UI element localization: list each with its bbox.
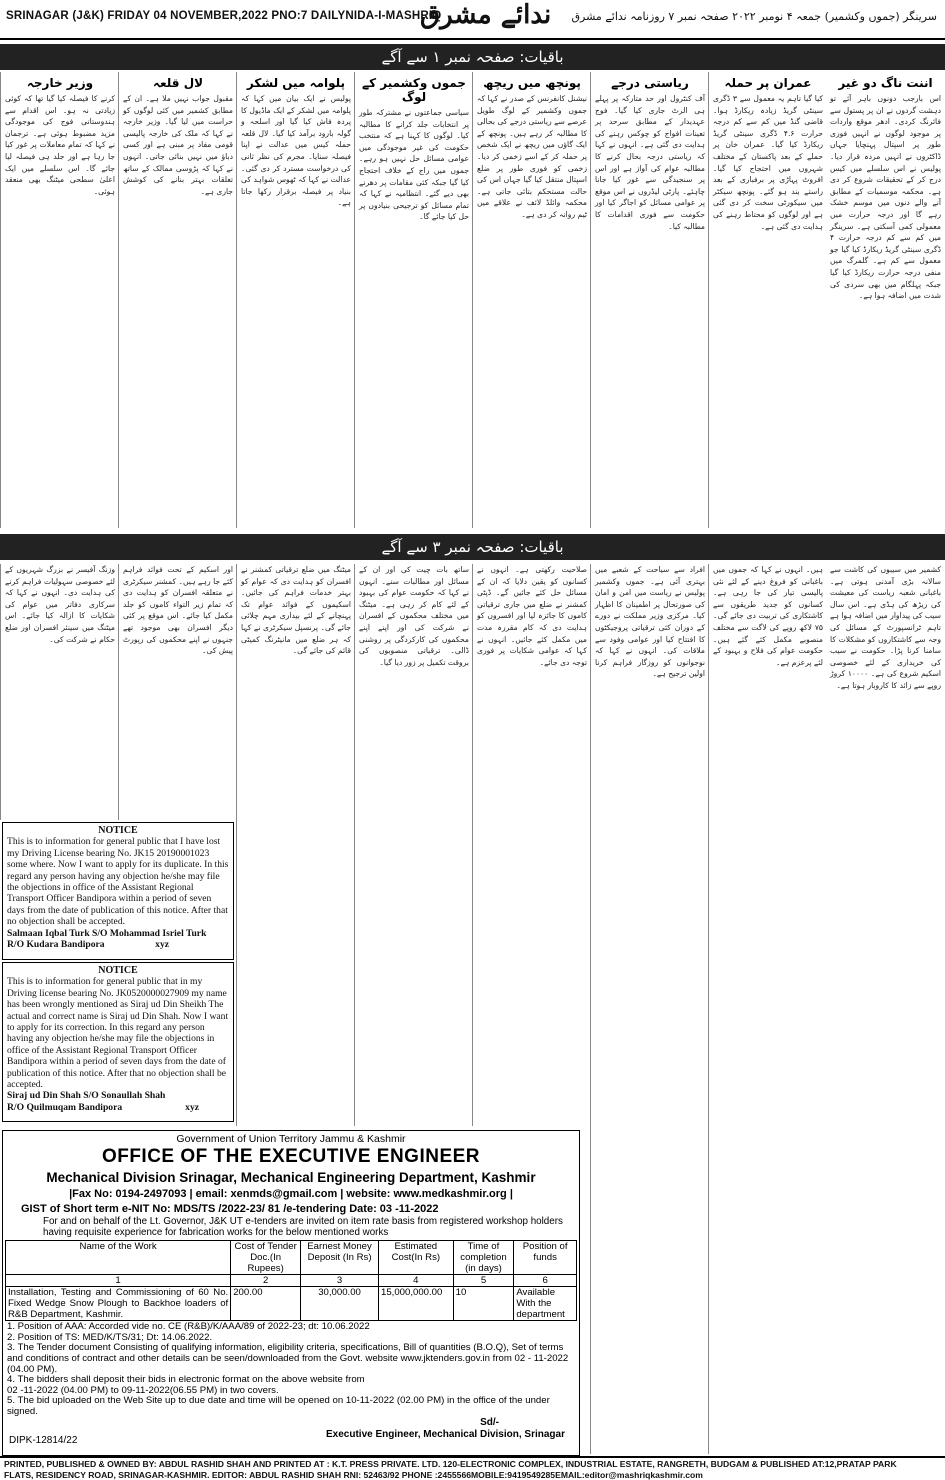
top-column-2 [708,72,827,528]
col-number: 1 [6,1275,231,1287]
tender-advertisement [2,1130,580,1456]
column-text: صلاحیت رکھتی ہے۔ انہوں نے کسانوں کو یقین دلایا کہ ان کے مسائل حل کئے جائیں گے۔ ڈپٹی کمشنر نے ضلع میں جاری ترقیاتی کاموں کا جائزہ لیا اور افسروں کو ہدایت دی کہ کام مقررہ مدت میں مکمل کئے جائیں۔ انہوں نے کہا کہ عوامی شکایات پر فوری توجہ دی جائے۔ [477,565,587,667]
tender-table-numbers [6,1275,577,1287]
header-position-of-funds: Position of funds [514,1241,577,1275]
top-column-7 [118,72,237,528]
notice-address-row [7,1102,229,1113]
column-text: وزنگ آفیسر نے بزرگ شہریوں کے لئے خصوصی سہولیات فراہم کرنے کی ہدایت دی۔ انہوں نے کہا کہ سرکاری دفاتر میں عوام کی شکایات کا ازالہ کیا جائے۔ اس میٹنگ میں سینئر افسران اور ضلع حکام نے شرکت کی۔ [5,565,115,644]
col-number: 2 [231,1275,301,1287]
tender-division: Mechanical Division Srinagar, Mechanical Engineering Department, Kashmir [46,1170,536,1185]
notice-1 [2,822,234,960]
column-text: مقبول جواب نہیں ملا ہے۔ ان کے مطابق کشمیر میں کئی لوگوں کو حراست میں لیا گیا۔ وزیر خارجہ نے کہا کہ ملک کی خارجہ پالیسی قومی مفاد پر مبنی ہے اور کسی دباؤ میں نہیں بنائی جاتی۔ انہوں نے کہا کہ پڑوسی ممالک کے ساتھ تعلقات بہتر بنانے کی کوشش جاری ہے۔ [123,94,233,196]
tender-table-header [6,1241,577,1275]
table-row [6,1287,577,1321]
cell-earnest-money: 30,000.00 [301,1287,379,1321]
tender-conditions [7,1322,575,1417]
notice-title: NOTICE [98,825,138,836]
col-number: 4 [378,1275,453,1287]
bottom-column-7 [118,564,237,820]
column-heading: ریاستی درجے [611,76,689,90]
cell-cost-of-tender: 200.00 [231,1287,301,1321]
column-text: نیشنل کانفرنس کے صدر نے کہا کہ جموں وکشمیر کے لوگ طویل عرصے سے ریاستی درجے کی بحالی کا مطالبہ کر رہے ہیں۔ پونچھ کے ایک گاؤں میں ریچھ نے ایک شخص پر حملہ کر کے اسے زخمی کر دیا۔ زخمی کو فوری طور پر ضلع اسپتال منتقل کیا گیا جہاں اس کی حالت مستحکم بتائی جاتی ہے۔ محکمہ وائلڈ لائف نے علاقے میں ٹیم روانہ کر دی ہے۔ [477,94,587,219]
header-name-of-work: Name of the Work [6,1241,231,1275]
bottom-column-8 [0,564,119,820]
column-text: کرنے کا فیصلہ کیا گیا تھا کہ کوئی زیادتی نہ ہو۔ اس اقدام سے ہندوستانی فوج کی موجودگی مزید مضبوط ہوئی ہے۔ ترجمان نے کہا کہ تمام معاملات پر غور کیا جا رہا ہے اور جلد ہی فیصلہ لیا جائے گا۔ اس سلسلے میں ایک اعلیٰ سطحی میٹنگ بھی منعقد ہوئی۔ [5,94,115,196]
notice-signatory: Salmaan Iqbal Turk S/O Mohammad Isriel Turk [7,927,207,939]
column-text: افراد سے سیاحت کے شعبے میں بہتری آئی ہے۔ جموں وکشمیر پولیس نے ریاست میں امن و امان کی صورتحال پر اطمینان کا اظہار کیا۔ مرکزی وزیر مملکت نے دورے کے دوران کئی ترقیاتی پروجیکٹوں کا افتتاح کیا اور عوامی وفود سے ملاقات کی۔ انہوں نے کہا کہ نوجوانوں کو روزگار فراہم کرنا اولین ترجیح ہے۔ [595,565,705,679]
tender-contact-line: |Fax No: 0194-2497093 | email: xenmds@gmail.com | website: www.medkashmir.org | [69,1188,513,1200]
tender-signature: Executive Engineer, Mechanical Division, Srinagar [326,1429,565,1440]
column-text: کشمیر میں سیبوں کی کاشت سے سالانہ بڑی آمدنی ہوتی ہے۔ باغبانی شعبہ ریاست کی معیشت کی ریڑھ کی ہڈی ہے۔ اس سال سیب کی پیداوار میں اضافہ ہوا ہے تاہم ٹرانسپورٹ کے مسائل کی وجہ سے کاشتکاروں کو مشکلات کا سامنا کرنا پڑا۔ حکومت نے سیب کی خریداری کے لئے خصوصی اسکیم شروع کی ہے۔ ۱۰۰۰۰ کروڑ روپے سے زائد کا کاروبار ہوتا ہے۔ [830,565,941,690]
masthead-left: SRINAGAR (J&K) FRIDAY 04 NOVEMBER,2022 PNO:7 DAILYNIDA-I-MASHRIQ [6,10,442,22]
top-column-4 [472,72,591,528]
column-text: سیاسی جماعتوں نے مشترکہ طور پر انتخابات جلد کرانے کا مطالبہ کیا۔ لوگوں کا کہنا ہے کہ منتخب حکومت کی غیر موجودگی میں عوامی مسائل حل نہیں ہو رہے۔ جموں میں راج کے خلاف احتجاج کیا گیا جبکہ کئی مقامات پر دھرنے بھی دیے گئے۔ انتظامیہ نے کہا کہ تمام مسائل کو ترجیحی بنیادوں پر حل کیا جائے گا۔ [359,108,469,222]
header-earnest-money: Earnest Money Deposit (In Rs) [301,1241,379,1275]
tender-condition: 4. The bidders shall deposit their bids in electronic format on the above website from [7,1374,365,1386]
column-heading: جموں وکشمیر کے لوگ [362,76,466,104]
top-column-5 [354,72,473,528]
top-column-6 [236,72,355,528]
column-text: کیا گیا تاہم یہ معمول سے ۳ ڈگری سینٹی گریڈ زیادہ ریکارڈ ہوا۔ قاضی گنڈ میں کم سے کم درجہ حرارت ۴.۶ ڈگری سینٹی گریڈ ریکارڈ کیا گیا۔ عمران خان پر حملے کے بعد پاکستان کے مختلف شہروں میں احتجاج کیا گیا۔ افروٹ پہاڑی پر برفباری کے بعد راستے بند ہو گئے۔ پونچھ سیکٹر میں سیکورٹی سخت کر دی گئی ہے اور لوگوں کو محتاط رہنے کی ہدایت دی گئی ہے۔ [713,94,824,231]
bottom-column-1 [826,564,945,1454]
tender-condition: 3. The Tender document Consisting of qualifying information, eligibility criteria, specifications, Bill of quantities (B.O.Q), Set of terms and conditions of contract and other details can be seen/downloaded from the Govt. website www.jktenders.gov.in from 02 - 11-2022 (04.00 PM). [7,1342,569,1375]
header-time-of-completion: Time of completion (in days) [453,1241,514,1275]
top-section-banner: باقیات: صفحہ نمبر ۱ سے آگے [0,44,945,70]
column-text: میٹنگ میں ضلع ترقیاتی کمشنر نے افسران کو ہدایت دی کہ عوام کو بہتر خدمات فراہم کی جائیں۔ اسکیموں کے فوائد عوام تک پہنچانے کے لئے بیداری مہم چلائی جائے گی۔ پرنسپل سیکرٹری نے کہا کہ ہر ضلع میں مانیٹرنگ کمیٹی قائم کی جائے گی۔ [241,565,351,656]
column-heading: پلوامہ میں لشکر [246,76,346,90]
notice-address-row [7,939,229,950]
column-heading: وزیر خارجہ [26,76,94,90]
cell-time-of-completion: 10 [453,1287,514,1321]
column-heading: اننت ناگ دو غیر [838,76,933,90]
notice-2 [2,962,234,1122]
notice-body: This is to information for general public that I have lost my Driving License bearing No. JK15 20190001023 some where. Now I want to apply for its duplicate. In this regard any person having any objection he/she may file the objections in office of the Assistant Regional Transport Officer Bandipora within a period of seven days from the date of publication of this notice. After that no objection shall be accepted. [7,836,229,928]
notice-body: This is to information for general public that in my Driving license bearing No. JK0520000027909 my name has been wrongly mentioned as Siraj ud Din Sheikh The actual and correct name is Siraj ud Din Shah. Now I want to apply for its correction. In this regard any person having any objection he/she may file the objections in office of the Assistant Regional Transport Officer Bandipora within a period of seven days from the date of publication of this notice. After that no objection shall be accepted. [7,976,229,1091]
cell-estimated-cost: 15,000,000.00 [378,1287,453,1321]
header-estimated-cost: Estimated Cost(In Rs) [378,1241,453,1275]
tender-dipk-number: DIPK-12814/22 [9,1435,78,1446]
bottom-column-5 [354,564,473,1126]
tender-condition: 2. Position of TS: MED/K/TS/31; Dt: 14.06.2022. [7,1331,213,1343]
cell-position-of-funds: Available With the department [514,1287,577,1321]
notice-signatory: Siraj ud Din Shah S/O Sonaullah Shah [7,1090,166,1102]
mid-section-banner: باقیات: صفحہ نمبر ۳ سے آگے [0,534,945,560]
column-heading: عمران پر حملہ [724,76,812,90]
column-text: آف کنٹرول اور حد متارکہ پر پہلے ہی الرٹ جاری کیا گیا۔ فوج عہدیدار کے مطابق سرحد پر تعینات افواج کو چوکس رہنے کی ہدایت دی گئی ہے۔ انہوں نے کہا کہ ریاستی درجہ بحال کرنے کا مطالبہ عوام کی آواز ہے اور اس پر سنجیدگی سے غور کیا جانا چاہئے۔ پارٹی لیڈروں نے اس موقع پر عوامی مسائل کو اجاگر کیا اور حکومت سے فوری اقدامات کا مطالبہ کیا۔ [595,94,705,231]
cell-name-of-work: Installation, Testing and Commissioning of 60 No. Fixed Wedge Snow Plough to Backhoe loaders of R&B Department, Kashmir. [6,1287,231,1321]
tender-office-title: OFFICE OF THE EXECUTIVE ENGINEER [101,1146,481,1167]
column-text: اس بارجب دونوں باہر آئے تو دہشت گردوں نے ان پر پستول سے فائرنگ کردی۔ ادھر موقع واردات پر موجود لوگوں نے انہیں فوری طور پر اسپتال پہنچایا جہاں ڈاکٹروں نے انہیں مردہ قرار دیا۔ پولیس نے اس سلسلے میں کیس درج کر کے تحقیقات شروع کر دی ہے۔ محکمہ موسمیات کے مطابق آنے والے دنوں میں موسم خشک رہے گا اور درجہ حرارت میں معمولی کمی آسکتی ہے۔ سرینگر میں کم سے کم درجہ حرارت ۴ ڈگری سینٹی گریڈ ریکارڈ کیا گیا جو معمول سے کم ہے۔ گلمرگ میں منفی درجہ حرارت ریکارڈ کیا گیا جبکہ پہلگام میں بھی سردی کی شدت میں اضافہ ہوا ہے۔ [830,94,941,301]
tender-table [5,1240,577,1321]
top-column-1 [826,72,945,528]
bottom-column-2 [708,564,827,1454]
notice-address: R/O Kudara Bandipora [7,939,105,951]
bottom-column-6 [236,564,355,1126]
column-text: ساتھ بات چیت کی اور ان کے مسائل اور مطالبات سنے۔ انہوں نے کہا کہ حکومت عوام کی بہبود کے لئے کام کر رہی ہے۔ میٹنگ میں مختلف محکموں کے افسران نے شرکت کی اور اپنے اپنے محکموں کی کارکردگی پر روشنی ڈالی۔ ترقیاتی منصوبوں کی بروقت تکمیل پر زور دیا گیا۔ [359,565,469,667]
column-text: پولیس نے ایک بیان میں کہا کہ پلوامہ میں لشکر کے ایک ماڈیول کا پردہ فاش کیا گیا اور اسلحہ و گولہ بارود برآمد کیا گیا۔ لال قلعہ حملہ کیس میں عدالت نے اپنا فیصلہ سنایا۔ مجرم کی نظر ثانی کی درخواست مسترد کر دی گئی۔ عدالت نے کہا کہ ٹھوس شواہد کی بنیاد پر فیصلہ برقرار رکھا جاتا ہے۔ [241,94,351,208]
masthead [0,0,945,40]
top-columns [0,72,945,528]
masthead-right: سرینگر (جموں وکشمیر) جمعہ ۴ نومبر ۲۰۲۲ صفحہ نمبر ۷ روزنامہ ندائے مشرق [571,10,937,23]
tender-condition: 5. The bid uploaded on the Web Site up to due date and time will be opened on 10-11-2022 (02.00 PM) in the office of the under signed. [7,1395,550,1417]
tender-condition: 02 -11-2022 (04.00 PM) to 09-11-2022(06.55 PM) in two covers. [7,1384,279,1396]
col-number: 3 [301,1275,379,1287]
bottom-column-3 [590,564,709,1454]
notice-ref: xyz [155,939,169,951]
tender-government: Government of Union Territory Jammu & Kashmir [176,1133,406,1145]
footer-line-2: FLATS, RESIDENCY ROAD, SRINAGAR-KASHMIR. EDITOR: ABDUL RASHID SHAH RNI: 52463/92 PHONE :2455566MOBILE:9419549285EMAIL:editor@mashriqkashmir.com [4,1469,703,1480]
col-number: 5 [453,1275,514,1287]
top-column-3 [590,72,709,528]
column-heading: لال قلعہ [152,76,204,90]
notice-title: NOTICE [98,965,138,976]
tender-sd: Sd/- [480,1417,499,1428]
tender-condition: 1. Position of AAA: Accorded vide no. CE (R&B)/K/AAA/89 of 2022-23; dt: 10.06.2022 [7,1321,370,1333]
notice-address: R/O Quilmuqam Bandipora [7,1101,123,1113]
column-text: ہیں۔ انہوں نے کہا کہ جموں میں باغبانی کو فروغ دینے کے لئے نئی پالیسی تیار کی جا رہی ہے۔ کسانوں کو جدید طریقوں سے کاشتکاری کی تربیت دی جائے گی۔ ۷۵ لاکھ روپے کی لاگت سے مختلف منصوبے مکمل کئے گئے ہیں۔ حکومت عوام کی فلاح و بہبود کے لئے پرعزم ہے۔ [713,565,823,667]
notice-ref: xyz [185,1101,199,1113]
column-heading: پونچھ میں ریچھ [483,76,581,90]
bottom-column-4 [472,564,591,1126]
tender-gist: GIST of Short term e-NIT No: MDS/TS /2022-23/ 81 /e-tendering Date: 03 -11-2022 [21,1203,439,1215]
top-column-8 [0,72,119,528]
footer-line-1: PRINTED, PUBLISHED & OWNED BY: ABDUL RASHID SHAH AND PRINTED AT : K.T. PRESS PRIVATE. LTD. 120-ELECTRONIC COMPLEX, INDUSTRIAL ESTATE, RANGRETH, BUDGAM & PUBLISHED AT:12,PRATAP PARK [4,1459,897,1469]
footer-imprint [0,1456,945,1478]
tender-intro: For and on behalf of the Lt. Governor, J&K UT e-tenders are invited on item rate basis from registered workshop holders having requisite experience for fabrication works for the below mentioned works [43,1216,563,1238]
newspaper-logo: ندائے مشرق [420,0,552,30]
col-number: 6 [514,1275,577,1287]
column-text: اور اسکیم کے تحت فوائد فراہم کئے جا رہے ہیں۔ کمشنر سیکرٹری نے متعلقہ افسران کو ہدایت دی کہ تمام زیر التواء کاموں کو جلد مکمل کیا جائے۔ اس موقع پر کئی دیگر افسران بھی موجود تھے جنہوں نے اپنے محکموں کی رپورٹ پیش کی۔ [123,565,233,656]
header-cost-of-tender: Cost of Tender Doc.(In Rupees) [231,1241,301,1275]
